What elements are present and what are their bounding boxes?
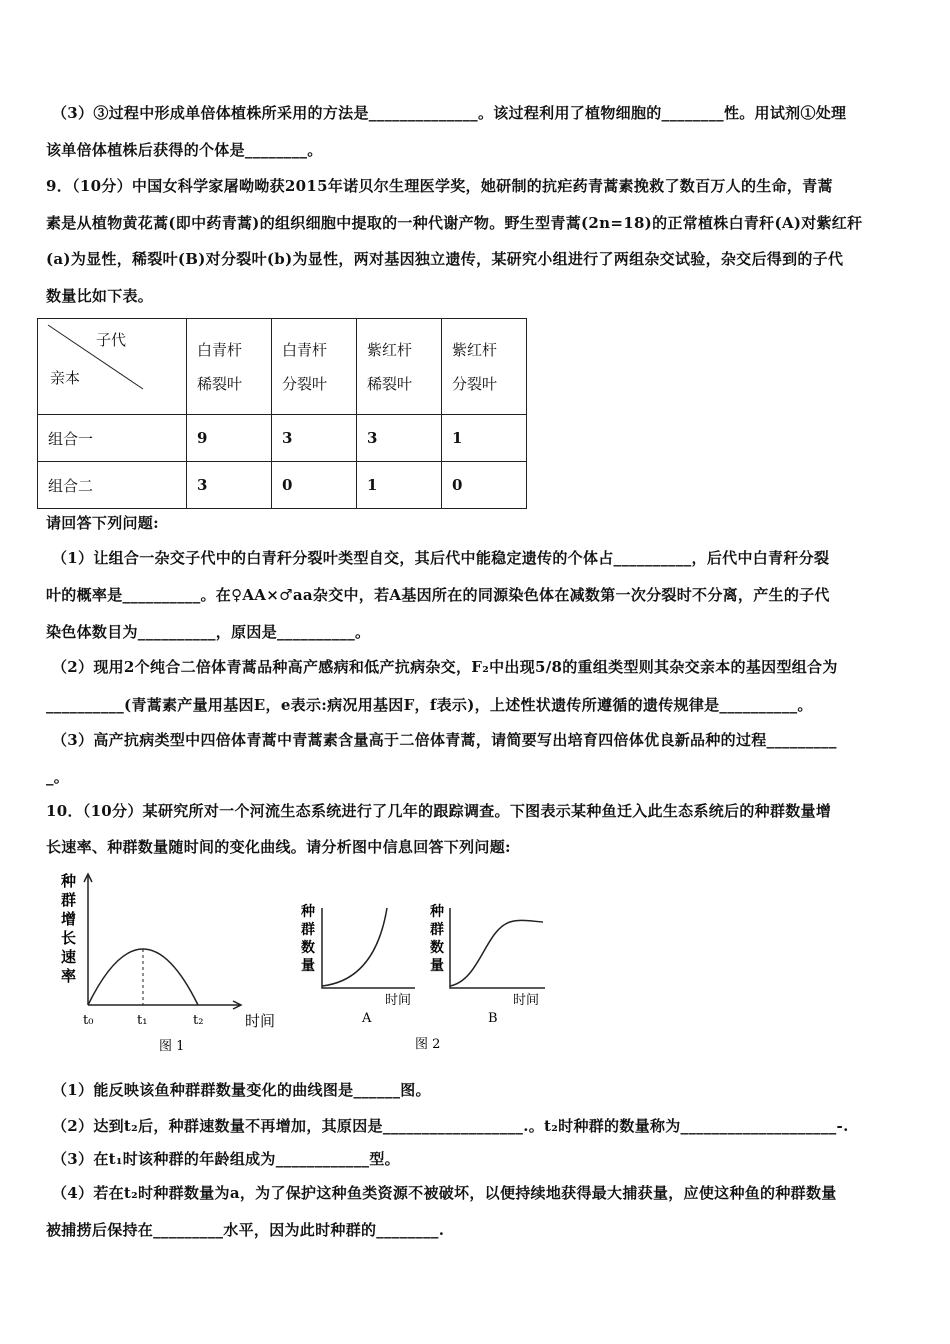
table-cell: 1 [442,415,527,462]
x-label-a: 时间 [385,993,412,1008]
tick-t1: t₁ [137,1013,148,1028]
tick-t2: t₂ [193,1013,204,1028]
x-label: 时间 [245,1012,276,1030]
x-label-b: 时间 [513,993,540,1008]
row-label: 组合二 [38,462,187,509]
table-cell: 3 [272,415,357,462]
y-label-char: 数 [430,940,444,956]
q9-1-line3: 染色体数目为__________，原因是__________。 [46,623,371,641]
label-a: A [362,1011,372,1026]
q9-3-line2: _。 [46,768,70,786]
y-label-char: 群 [61,891,77,909]
q8-3-line2: 该单倍体植株后获得的个体是________。 [46,141,323,159]
y-label-char: 率 [61,967,77,985]
q9-intro-line4: 数量比如下表。 [46,287,154,305]
axes-b [450,908,545,988]
table-cell: 0 [272,462,357,509]
q10-intro-line2: 长速率、种群数量随时间的变化曲线。请分析图中信息回答下列问题: [46,838,511,856]
y-label-char: 种 [61,872,77,890]
q9-1-line2: 叶的概率是__________。在♀AA×♂aa杂交中，若A基因所在的同源染色体在减数第一次分裂时不分离，产生的子代 [46,586,830,604]
table-cell: 9 [187,415,272,462]
q9-prompt: 请回答下列问题: [46,514,159,532]
y-label-char: 种 [430,904,444,920]
y-label-char: 量 [430,958,444,974]
q10-4-line1: （4）若在t₂时种群数量为a，为了保护这种鱼类资源不被破坏，以便持续地获得最大捕获量，应使这种鱼的种群数量 [52,1184,837,1202]
curve-b-s-shape [450,920,543,986]
figure-2-population [295,900,555,1060]
table-cell: 1 [357,462,442,509]
column-header: 白青杆 稀裂叶 [187,319,272,415]
q10-intro-line1: 10．（10分）某研究所对一个河流生态系统进行了几年的跟踪调查。下图表示某种鱼迁入此生态系统后的种群数量增 [46,802,832,820]
figure-caption: 图 2 [415,1037,441,1052]
q8-3-line1: （3）③过程中形成单倍体植株所采用的方法是______________。该过程利用了植物细胞的________性。用试剂①处理 [52,104,847,122]
label-b: B [488,1011,498,1026]
figure-caption: 图 1 [159,1039,185,1054]
y-label-char: 量 [301,958,315,974]
corner-offspring-label: 子代 [96,331,127,349]
y-label-char: 速 [61,948,77,966]
table-cell: 0 [442,462,527,509]
q9-intro-line3: (a)为显性，稀裂叶(B)对分裂叶(b)为显性，两对基因独立遗传，某研究小组进行了两组杂交试验，杂交后得到的子代 [46,250,844,268]
q9-2-line1: （2）现用2个纯合二倍体青蒿品种高产感病和低产抗病杂交，F₂中出现5/8的重组类型则其杂交亲本的基因型组合为 [52,658,838,676]
table-corner-header [38,319,187,415]
offspring-table [37,318,527,509]
tick-t0: t₀ [83,1013,94,1028]
q9-intro-line2: 素是从植物黄花蒿(即中药青蒿)的组织细胞中提取的一种代谢产物。野生型青蒿(2n=18)的正常植株白青秆(A)对紫红秆 [46,214,863,232]
q10-1: （1）能反映该鱼种群群数量变化的曲线图是______图。 [52,1081,431,1099]
table-row [38,462,527,509]
row-label: 组合一 [38,415,187,462]
q10-4-line2: 被捕捞后保持在_________水平，因为此时种群的________. [46,1221,445,1239]
q9-intro-line1: 9．（10分）中国女科学家屠呦呦获2015年诺贝尔生理医学奖，她研制的抗疟药青蒿素挽救了数百万人的生命，青蒿 [46,177,833,195]
y-label-char: 长 [61,929,77,947]
curve-a-j-shape [322,908,387,986]
column-header: 紫红杆 稀裂叶 [357,319,442,415]
y-label-char: 群 [301,922,315,938]
q9-2-line2: __________(青蒿素产量用基因E，e表示:病况用基因F，f表示)，上述性状遗传所遵循的遗传规律是__________。 [46,696,813,714]
y-label-char: 种 [301,904,315,920]
q10-2: （2）达到t₂后，种群速数量不再增加，其原因是__________________.。t₂时种群的数量称为____________________-. [52,1117,849,1135]
corner-parent-label: 亲本 [50,369,81,387]
table-cell: 3 [187,462,272,509]
axes-a [322,908,415,988]
table-row [38,415,527,462]
y-label-char: 群 [430,922,444,938]
q10-3: （3）在t₁时该种群的年龄组成为____________型。 [52,1150,400,1168]
column-header: 白青杆 分裂叶 [272,319,357,415]
q9-3-line1: （3）高产抗病类型中四倍体青蒿中青蒿素含量高于二倍体青蒿，请简要写出培育四倍体优良新品种的过程_________ [52,731,837,749]
y-label-char: 数 [301,940,315,956]
q9-1-line1: （1）让组合一杂交子代中的白青秆分裂叶类型自交，其后代中能稳定遗传的个体占__________，后代中白青秆分裂 [52,549,830,567]
column-header: 紫红杆 分裂叶 [442,319,527,415]
table-cell: 3 [357,415,442,462]
figure-1-growth-rate [55,868,305,1058]
y-label-char: 增 [61,910,77,928]
